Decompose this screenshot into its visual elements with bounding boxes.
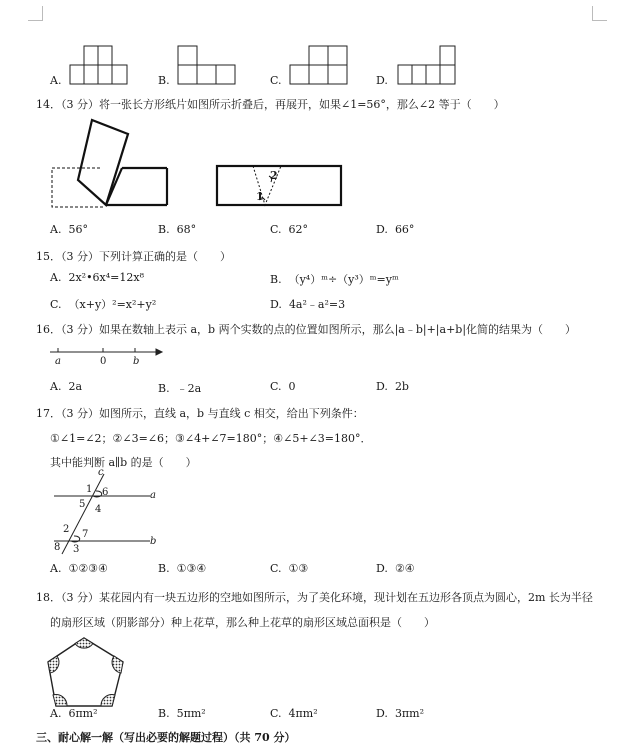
q13-option-d-letter: D. — [376, 74, 388, 87]
section-3-heading: 三、耐心解一解（写出必要的解题过程）（共 70 分） — [36, 731, 296, 744]
q16-axis-a-label: a — [55, 356, 61, 367]
q17-option-b[interactable]: B. ①③④ — [158, 562, 207, 575]
q17-angle-2-label: 2 — [63, 524, 70, 535]
q17-line-b-label: b — [150, 536, 157, 547]
corner-mark-right — [592, 6, 607, 21]
q17-conditions: ①∠1=∠2；②∠3=∠6；③∠4+∠7=180°；④∠5+∠3=180°． — [50, 432, 372, 445]
q14-option-a[interactable]: A. 56° — [50, 223, 88, 236]
q13-net-a — [70, 46, 130, 86]
q17-ask: 其中能判断 a∥b 的是（ ） — [50, 456, 197, 469]
q17-parallel-lines-figure — [52, 470, 162, 556]
q16-option-d[interactable]: D. 2b — [376, 380, 409, 393]
q16-option-b[interactable]: B. ﹣2a — [158, 382, 202, 395]
q18-option-b[interactable]: B. 5πm² — [158, 707, 206, 720]
q14-stem: 14．（3 分）将一张长方形纸片如图所示折叠后，再展开，如果∠1=56°，那么∠2 等于（ ） — [36, 98, 505, 111]
q14-option-d[interactable]: D. 66° — [376, 223, 415, 236]
q13-net-d — [398, 46, 458, 86]
q16-option-c[interactable]: C. 0 — [270, 380, 296, 393]
q18-option-c[interactable]: C. 4πm² — [270, 707, 318, 720]
corner-mark-left — [28, 6, 43, 21]
q18-pentagon-figure — [46, 636, 128, 710]
q17-option-d[interactable]: D. ②④ — [376, 562, 415, 575]
q14-angle-2-label: 2 — [270, 169, 278, 182]
q15-option-a[interactable]: A. 2x²•6x⁴=12x⁸ — [50, 271, 144, 284]
q14-unfolded-figure — [215, 164, 345, 209]
q16-stem: 16．（3 分）如果在数轴上表示 a，b 两个实数的点的位置如图所示，那么|a﹣b|+|a+b|化简的结果为（ ） — [36, 323, 577, 336]
q18-stem-line2: 的扇形区域（阴影部分）种上花草，那么种上花草的扇形区域总面积是（ ） — [50, 616, 435, 629]
q15-stem: 15．（3 分）下列计算正确的是（ ） — [36, 250, 231, 263]
q18-option-d[interactable]: D. 3πm² — [376, 707, 425, 720]
q15-option-b[interactable]: B. （y⁴）ᵐ÷（y³）ᵐ=yᵐ — [270, 273, 399, 286]
q17-angle-7-label: 7 — [82, 529, 89, 540]
q17-angle-5-label: 5 — [79, 499, 86, 510]
q16-number-line — [50, 345, 170, 359]
q17-stem: 17．（3 分）如图所示，直线 a，b 与直线 c 相交，给出下列条件： — [36, 407, 364, 420]
q13-option-a-letter: A. — [50, 74, 62, 87]
q14-angle-1-label: 1 — [256, 190, 264, 203]
q17-angle-4-label: 4 — [95, 504, 102, 515]
q16-option-a[interactable]: A. 2a — [50, 380, 83, 393]
q18-stem-line1: 18．（3 分）某花园内有一块五边形的空地如图所示，为了美化环境，现计划在五边形各顶点为圆心，2m 长为半径 — [36, 591, 593, 604]
q17-angle-8-label: 8 — [54, 542, 61, 553]
q17-option-c[interactable]: C. ①③ — [270, 562, 309, 575]
q18-option-a[interactable]: A. 6πm² — [50, 707, 98, 720]
q17-angle-6-label: 6 — [102, 487, 109, 498]
q17-line-c-label: c — [98, 467, 104, 478]
q17-line-a-label: a — [150, 490, 156, 501]
q17-angle-3-label: 3 — [73, 544, 80, 555]
q14-option-b[interactable]: B. 68° — [158, 223, 197, 236]
q16-axis-b-label: b — [133, 356, 140, 367]
q13-net-b — [178, 46, 238, 86]
q14-option-c[interactable]: C. 62° — [270, 223, 309, 236]
q14-fold-figure — [50, 120, 170, 210]
q13-option-c-letter: C. — [270, 74, 282, 87]
q17-option-a[interactable]: A. ①②③④ — [50, 562, 108, 575]
q16-axis-zero-label: 0 — [100, 356, 107, 367]
q15-option-c[interactable]: C. （x+y）²=x²+y² — [50, 298, 157, 311]
q13-net-c — [290, 46, 350, 86]
q15-option-d[interactable]: D. 4a²﹣a²=3 — [270, 298, 346, 311]
q17-angle-1-label: 1 — [86, 484, 93, 495]
q13-option-b-letter: B. — [158, 74, 170, 87]
